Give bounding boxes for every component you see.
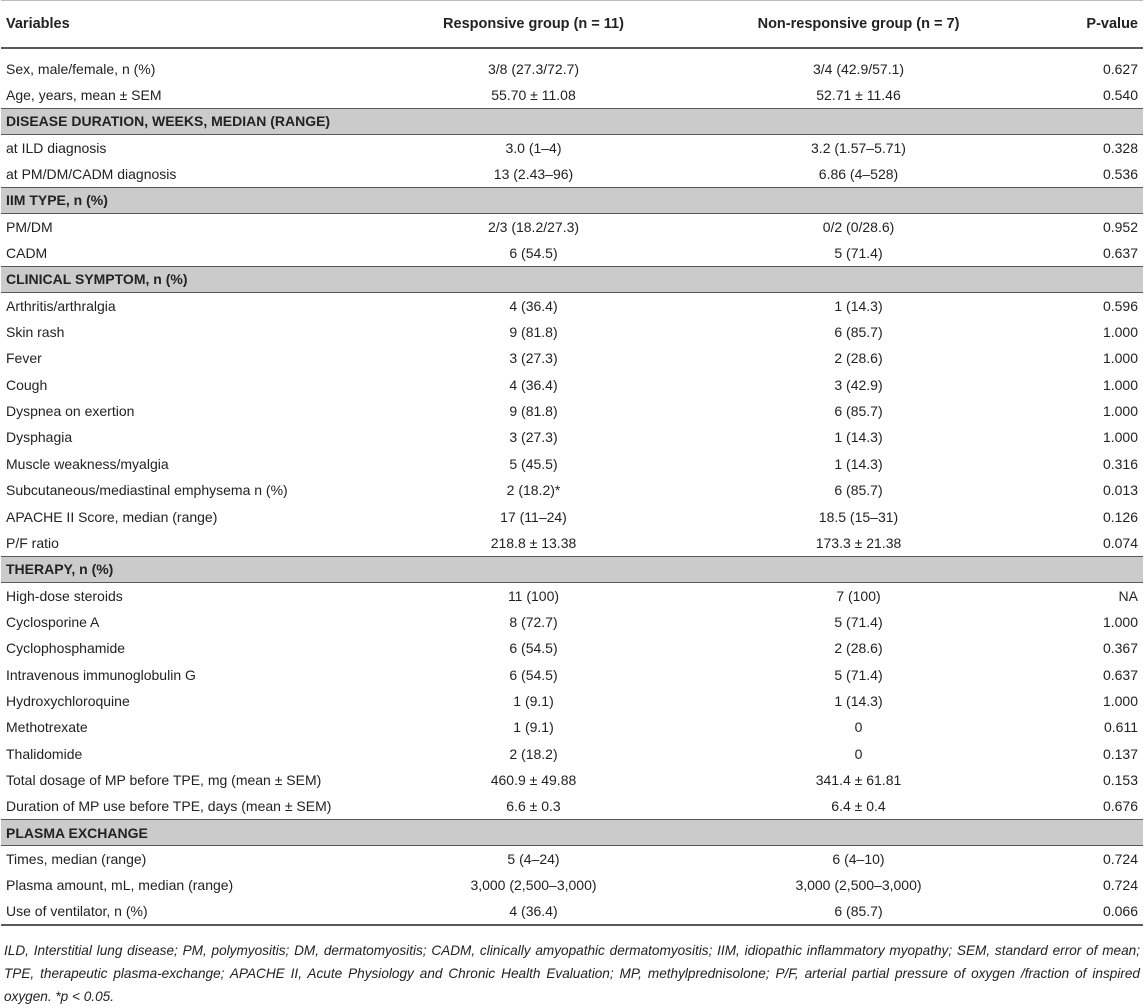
variable-cell: at PM/DM/CADM diagnosis xyxy=(6,165,177,182)
section-title: PLASMA EXCHANGE xyxy=(1,819,1143,845)
nonresponsive-cell: 1 (14.3) xyxy=(834,692,883,709)
nonresponsive-cell: 2 (28.6) xyxy=(834,640,883,657)
p-value-cell: 0.328 xyxy=(1102,139,1138,156)
p-value-cell: 0.074 xyxy=(1102,534,1138,551)
p-value-cell: 0.676 xyxy=(1102,798,1138,815)
variable-cell: Arthritis/arthralgia xyxy=(6,298,116,315)
comparison-table xyxy=(1,0,1143,926)
section-header-row xyxy=(1,819,1143,845)
p-value-cell: 0.637 xyxy=(1102,244,1138,261)
variable-cell: Total dosage of MP before TPE, mg (mean ± SEM) xyxy=(6,771,322,788)
responsive-cell: 6 (54.5) xyxy=(509,244,558,261)
section-header-row xyxy=(1,187,1143,213)
table-row xyxy=(1,503,1143,529)
responsive-cell: 218.8 ± 13.38 xyxy=(490,534,577,551)
table-row xyxy=(1,319,1143,345)
variable-cell: Cyclophosphamide xyxy=(6,640,126,657)
variable-cell: Methotrexate xyxy=(6,719,88,736)
p-value-cell: 0.596 xyxy=(1102,298,1138,315)
nonresponsive-cell: 3 (42.9) xyxy=(834,376,883,393)
responsive-cell: 55.70 ± 11.08 xyxy=(491,86,576,103)
p-value-cell: NA xyxy=(1118,587,1138,604)
p-value-cell: 0.153 xyxy=(1102,771,1138,788)
nonresponsive-cell: 173.3 ± 21.38 xyxy=(815,534,902,551)
section-title: THERAPY, n (%) xyxy=(1,556,1143,582)
nonresponsive-cell: 1 (14.3) xyxy=(834,429,883,446)
table-row xyxy=(1,582,1143,608)
variable-cell: Dyspnea on exertion xyxy=(6,403,135,420)
responsive-cell: 13 (2.43–96) xyxy=(493,165,574,182)
nonresponsive-cell: 1 (14.3) xyxy=(834,298,883,315)
table-row xyxy=(1,714,1143,740)
table-row xyxy=(1,372,1143,398)
variable-cell: Cough xyxy=(6,376,48,393)
section-title: IIM TYPE, n (%) xyxy=(1,187,1143,213)
responsive-cell: 6.6 ± 0.3 xyxy=(506,798,561,815)
responsive-cell: 4 (36.4) xyxy=(509,376,558,393)
table-row xyxy=(1,345,1143,371)
table-footnote: ILD, Interstitial lung disease; PM, polymyositis; DM, dermatomyositis; CADM, clinically amyopathic dermatomyositis; IIM, idiopathic inflammatory myopathy; SEM, standard error of mean; TPE, therapeutic plasma-exchange; APACHE II, Acute Physiology and Chronic Health Evaluation; MP, methylprednisolone; P/F, arterial partial pressure of oxygen /fraction of inspired oxygen. *p < 0.05. xyxy=(4,942,1140,1004)
variable-cell: Duration of MP use before TPE, days (mean ± SEM) xyxy=(6,798,332,815)
responsive-cell: 4 (36.4) xyxy=(509,903,558,920)
table-header xyxy=(1,1,1143,48)
table-row xyxy=(1,161,1143,187)
nonresponsive-cell: 3/4 (42.9/57.1) xyxy=(812,60,905,77)
p-value-cell: 0.367 xyxy=(1102,640,1138,657)
table-row xyxy=(1,82,1143,108)
nonresponsive-cell: 6 (4–10) xyxy=(832,851,885,868)
p-value-cell: 0.316 xyxy=(1102,455,1138,472)
table-row xyxy=(1,424,1143,450)
nonresponsive-cell: 5 (71.4) xyxy=(834,666,883,683)
responsive-cell: 8 (72.7) xyxy=(509,613,558,630)
p-value-cell: 1.000 xyxy=(1102,613,1138,630)
nonresponsive-cell: 2 (28.6) xyxy=(834,350,883,367)
p-value-cell: 1.000 xyxy=(1102,350,1138,367)
variable-cell: Use of ventilator, n (%) xyxy=(6,903,148,920)
responsive-cell: 4 (36.4) xyxy=(509,298,558,315)
header-responsive-group: Responsive group (n = 11) xyxy=(443,15,624,32)
p-value-cell: 1.000 xyxy=(1102,692,1138,709)
p-value-cell: 0.637 xyxy=(1102,666,1138,683)
responsive-cell: 3/8 (27.3/72.7) xyxy=(487,60,580,77)
nonresponsive-cell: 341.4 ± 61.81 xyxy=(815,771,902,788)
nonresponsive-cell: 6.86 (4–528) xyxy=(818,165,899,182)
nonresponsive-cell: 6 (85.7) xyxy=(834,324,883,341)
table-row xyxy=(1,688,1143,714)
responsive-cell: 1 (9.1) xyxy=(513,692,554,709)
table-row xyxy=(1,214,1143,240)
p-value-cell: 0.137 xyxy=(1102,745,1138,762)
variable-cell: High-dose steroids xyxy=(6,587,123,604)
variable-cell: Thalidomide xyxy=(6,745,83,762)
variable-cell: CADM xyxy=(6,244,48,261)
variable-cell: Dysphagia xyxy=(6,429,73,446)
p-value-cell: 1.000 xyxy=(1102,324,1138,341)
nonresponsive-cell: 5 (71.4) xyxy=(834,244,883,261)
variable-cell: Intravenous immunoglobulin G xyxy=(6,666,196,683)
variable-cell: Hydroxychloroquine xyxy=(6,692,130,709)
responsive-cell: 3.0 (1–4) xyxy=(505,139,562,156)
variable-cell: Plasma amount, mL, median (range) xyxy=(6,877,234,894)
table-row xyxy=(1,530,1143,556)
table-row xyxy=(1,846,1143,872)
nonresponsive-cell: 18.5 (15–31) xyxy=(818,508,899,525)
table-row xyxy=(1,740,1143,766)
responsive-cell: 5 (4–24) xyxy=(507,851,560,868)
table-row xyxy=(1,793,1143,819)
nonresponsive-cell: 5 (71.4) xyxy=(834,613,883,630)
table-row xyxy=(1,56,1143,82)
header-spacer xyxy=(1,48,1143,56)
responsive-cell: 5 (45.5) xyxy=(509,455,558,472)
responsive-cell: 2 (18.2)* xyxy=(506,482,561,499)
table-row xyxy=(1,635,1143,661)
responsive-cell: 9 (81.8) xyxy=(509,403,558,420)
table-row xyxy=(1,661,1143,687)
table-row xyxy=(1,609,1143,635)
responsive-cell: 3 (27.3) xyxy=(509,350,558,367)
responsive-cell: 3 (27.3) xyxy=(509,429,558,446)
nonresponsive-cell: 3,000 (2,500–3,000) xyxy=(795,877,922,894)
responsive-cell: 6 (54.5) xyxy=(509,666,558,683)
table-row xyxy=(1,872,1143,898)
responsive-cell: 3,000 (2,500–3,000) xyxy=(470,877,597,894)
variable-cell: Age, years, mean ± SEM xyxy=(6,86,162,103)
header-p-value: P-value xyxy=(1086,15,1138,32)
table-row xyxy=(1,899,1143,925)
variable-cell: at ILD diagnosis xyxy=(6,139,107,156)
table-row xyxy=(1,293,1143,319)
responsive-cell: 17 (11–24) xyxy=(500,508,567,525)
variable-cell: Times, median (range) xyxy=(6,851,147,868)
section-header-row xyxy=(1,266,1143,292)
p-value-cell: 1.000 xyxy=(1102,376,1138,393)
responsive-cell: 2/3 (18.2/27.3) xyxy=(487,218,580,235)
table-row xyxy=(1,477,1143,503)
responsive-cell: 460.9 ± 49.88 xyxy=(490,771,577,788)
p-value-cell: 0.013 xyxy=(1102,482,1138,499)
p-value-cell: 0.611 xyxy=(1104,719,1138,736)
p-value-cell: 1.000 xyxy=(1102,403,1138,420)
responsive-cell: 1 (9.1) xyxy=(513,719,554,736)
p-value-cell: 0.724 xyxy=(1102,851,1138,868)
section-title: DISEASE DURATION, WEEKS, MEDIAN (RANGE) xyxy=(1,108,1143,134)
nonresponsive-cell: 1 (14.3) xyxy=(834,455,883,472)
variable-cell: P/F ratio xyxy=(6,534,59,551)
nonresponsive-cell: 0 xyxy=(854,745,863,762)
p-value-cell: 0.066 xyxy=(1102,903,1138,920)
p-value-cell: 0.724 xyxy=(1102,877,1138,894)
table-body xyxy=(1,48,1143,925)
table-row xyxy=(1,135,1143,161)
p-value-cell: 0.952 xyxy=(1102,218,1138,235)
variable-cell: PM/DM xyxy=(6,218,53,235)
nonresponsive-cell: 3.2 (1.57–5.71) xyxy=(811,139,906,156)
responsive-cell: 2 (18.2) xyxy=(509,745,558,762)
nonresponsive-cell: 52.71 ± 11.46 xyxy=(816,86,901,103)
p-value-cell: 0.536 xyxy=(1102,165,1138,182)
header-variables: Variables xyxy=(6,15,70,32)
section-header-row xyxy=(1,108,1143,134)
responsive-cell: 11 (100) xyxy=(507,587,560,604)
variable-cell: APACHE II Score, median (range) xyxy=(6,508,218,525)
p-value-cell: 0.540 xyxy=(1102,86,1138,103)
variable-cell: Muscle weakness/myalgia xyxy=(6,455,169,472)
p-value-cell: 1.000 xyxy=(1102,429,1138,446)
variable-cell: Fever xyxy=(6,350,42,367)
p-value-cell: 0.126 xyxy=(1102,508,1138,525)
variable-cell: Cyclosporine A xyxy=(6,613,100,630)
nonresponsive-cell: 6 (85.7) xyxy=(834,903,883,920)
responsive-cell: 9 (81.8) xyxy=(509,324,558,341)
nonresponsive-cell: 6 (85.7) xyxy=(834,482,883,499)
table-row xyxy=(1,451,1143,477)
nonresponsive-cell: 0 xyxy=(854,719,863,736)
section-title: CLINICAL SYMPTOM, n (%) xyxy=(1,266,1143,292)
p-value-cell: 0.627 xyxy=(1102,60,1138,77)
nonresponsive-cell: 6.4 ± 0.4 xyxy=(831,798,886,815)
nonresponsive-cell: 7 (100) xyxy=(836,587,881,604)
variable-cell: Subcutaneous/mediastinal emphysema n (%) xyxy=(6,482,288,499)
variable-cell: Sex, male/female, n (%) xyxy=(6,60,156,77)
header-nonresponsive-group: Non-responsive group (n = 7) xyxy=(757,15,960,32)
table-row xyxy=(1,767,1143,793)
table-row xyxy=(1,240,1143,266)
responsive-cell: 6 (54.5) xyxy=(509,640,558,657)
nonresponsive-cell: 6 (85.7) xyxy=(834,403,883,420)
variable-cell: Skin rash xyxy=(6,324,65,341)
nonresponsive-cell: 0/2 (0/28.6) xyxy=(822,218,895,235)
table-row xyxy=(1,398,1143,424)
section-header-row xyxy=(1,556,1143,582)
